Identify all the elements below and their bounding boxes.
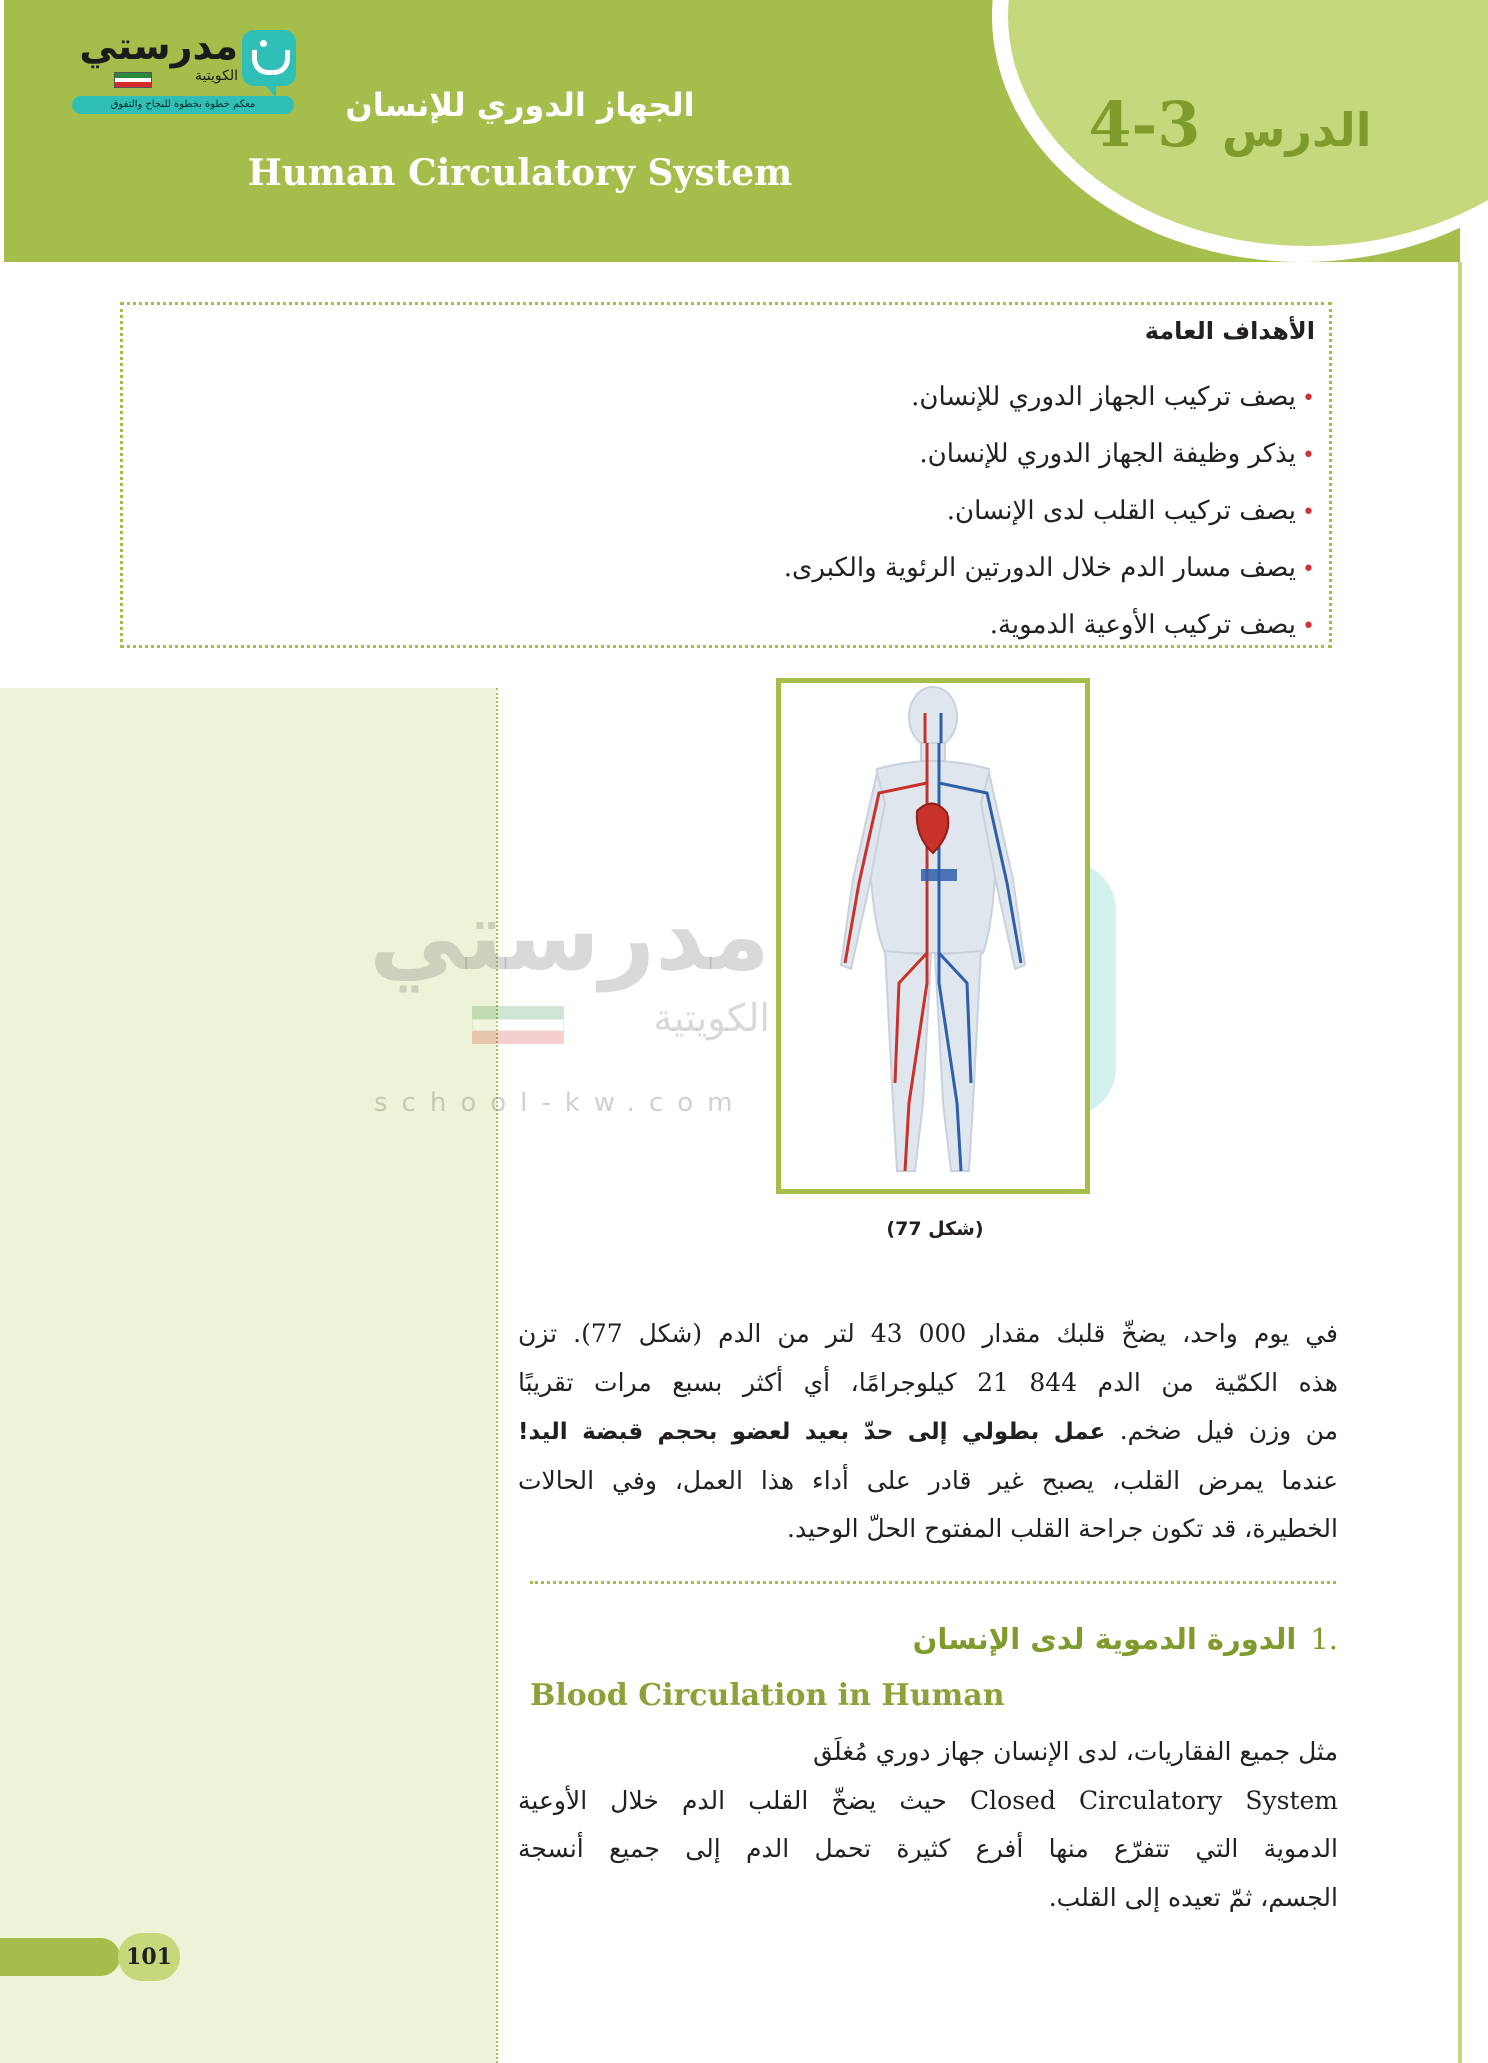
logo-chat-icon — [242, 30, 296, 86]
section-line: مثل جميع الفقاريات، لدى الإنسان جهاز دوري مُغلَق — [813, 1737, 1338, 1766]
intro-line: هذه الكمّية من الدم 844 21 كيلوجرامًا، أي أكثر بسبع مرات تقريبًا — [518, 1367, 1338, 1397]
bullet-icon: • — [1302, 614, 1315, 639]
objective-item: •يصف مسار الدم خلال الدورتين الرئوية والكبرى. — [783, 553, 1315, 583]
objective-item: •يذكر وظيفة الجهاز الدوري للإنسان. — [919, 439, 1315, 469]
logo-slogan: معكم خطوة بخطوة للنجاح والتفوق — [72, 96, 294, 114]
section-line: الدموية التي تتفرّع منها أفرع كثيرة تحمل الدم إلى جميع أنسجة — [518, 1834, 1338, 1863]
objectives-box — [120, 302, 1332, 648]
lesson-title-english: Human Circulatory System — [247, 152, 793, 194]
figure-77 — [776, 678, 1090, 1194]
logo-name: مدرستي — [79, 24, 238, 68]
section-title-english: Blood Circulation in Human — [530, 1678, 1005, 1713]
lesson-word: الدرس — [1222, 103, 1372, 157]
intro-line: الخطيرة، قد تكون جراحة القلب المفتوح الحلّ الوحيد. — [787, 1514, 1338, 1543]
section-line: Closed Circulatory System حيث يضخّ القلب الدم خلال الأوعية — [518, 1785, 1338, 1815]
section-title-arabic: 1.الدورة الدموية لدى الإنسان — [912, 1622, 1338, 1656]
intro-bold-sentence: عمل بطولي إلى حدّ بعيد لعضو بحجم قبضة اليد! — [518, 1419, 1106, 1445]
bullet-icon: • — [1302, 557, 1315, 582]
section-number: 1. — [1310, 1622, 1338, 1656]
section-paragraph — [518, 1728, 1338, 1922]
site-logo[interactable] — [70, 24, 310, 120]
lesson-number: 4-3 — [1088, 88, 1201, 161]
intro-line-3: من وزن فيل ضخم. عمل بطولي إلى حدّ بعيد لعضو بحجم قبضة اليد! — [518, 1416, 1338, 1445]
objectives-heading: الأهداف العامة — [1144, 317, 1315, 345]
section-divider — [530, 1581, 1336, 1584]
watermark-flag-icon — [472, 1006, 564, 1044]
section-line: الجسم، ثمّ تعيده إلى القلب. — [1048, 1882, 1338, 1912]
objective-item: •يصف تركيب الأوعية الدموية. — [989, 610, 1315, 640]
objective-item: •يصف تركيب الجهاز الدوري للإنسان. — [911, 382, 1315, 412]
bullet-icon: • — [1302, 500, 1315, 525]
lesson-title-arabic: الجهاز الدوري للإنسان — [345, 86, 695, 124]
bullet-icon: • — [1302, 386, 1315, 411]
watermark-subtitle: الكويتية — [653, 996, 770, 1040]
lesson-label — [1080, 88, 1380, 161]
bullet-icon: • — [1302, 443, 1315, 468]
figure-caption: (شكل 77) — [886, 1218, 984, 1240]
objective-item: •يصف تركيب القلب لدى الإنسان. — [946, 496, 1315, 526]
logo-subtitle: الكويتية — [195, 68, 238, 84]
page-number-tab — [0, 1938, 120, 1976]
circulatory-system-illustration — [781, 683, 1085, 1189]
intro-line: في يوم واحد، يضخّ قلبك مقدار 000 43 لتر من الدم (شكل 77). تزن — [518, 1319, 1339, 1348]
intro-line: عندما يمرض القلب، يصبح غير قادر على أداء هذا العمل، وفي الحالات — [518, 1465, 1338, 1495]
right-margin-bar — [1458, 262, 1462, 2063]
watermark-url: school-kw.com — [374, 1088, 747, 1118]
intro-paragraph — [518, 1310, 1338, 1554]
page-number: 101 — [118, 1933, 180, 1981]
kuwait-flag-icon — [114, 72, 152, 88]
objectives-list — [215, 369, 1315, 654]
watermark-name: مدرستي — [369, 880, 770, 992]
